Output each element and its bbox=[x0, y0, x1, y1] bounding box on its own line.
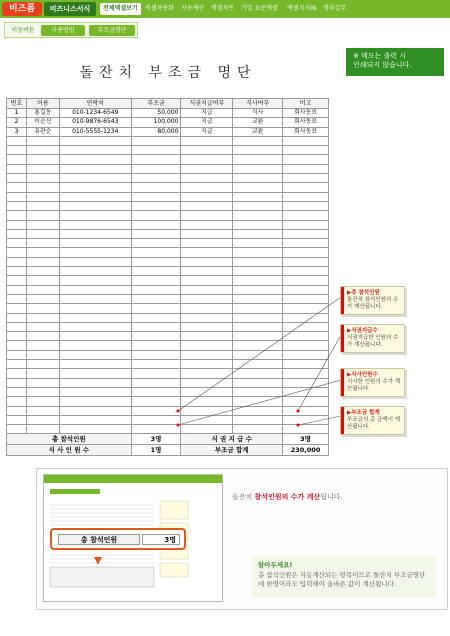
cell-meal[interactable]: 교환 bbox=[233, 127, 283, 136]
nav-item-auto-calc[interactable]: 자동계산 bbox=[181, 5, 205, 12]
guide-text-post: 됩니다. bbox=[320, 493, 343, 501]
guide-thumbnail-nav bbox=[44, 475, 222, 483]
guide-description bbox=[232, 492, 432, 502]
guide-text-pre: 돌잔치 bbox=[232, 493, 255, 501]
cell-number[interactable]: 2 bbox=[7, 118, 27, 127]
cell-contact[interactable]: 010-1234-6549 bbox=[59, 109, 131, 118]
callout-title: ▶부조금 합계 bbox=[347, 410, 380, 416]
guide-zoom-value: 3명 bbox=[142, 534, 180, 545]
print-note-line2: 인쇄되지 않습니다. bbox=[353, 61, 412, 69]
col-header-ticket: 식권지급여부 bbox=[181, 99, 233, 109]
callout-contribution-total bbox=[340, 406, 405, 435]
tickets-issued-value: 3명 bbox=[283, 434, 329, 445]
nav-item-excel-knowledge[interactable]: 엑셀지식IN bbox=[287, 5, 317, 12]
nav-item-standard-excel[interactable]: 기업 표준엑셀 bbox=[241, 5, 278, 12]
callout-title: ▶총 참석인원 bbox=[347, 290, 380, 296]
guide-text-bold: 참석인원의 수가 계산 bbox=[254, 493, 321, 501]
cell-amount[interactable]: 50,000 bbox=[131, 109, 181, 118]
cell-ticket[interactable]: 지급 bbox=[181, 127, 233, 136]
cell-name[interactable]: 홍길동 bbox=[26, 109, 59, 118]
tip-box bbox=[252, 556, 436, 598]
cell-name[interactable]: 유관순 bbox=[26, 127, 59, 136]
usage-button[interactable]: 사용방법 bbox=[41, 25, 85, 36]
col-header-note: 비고 bbox=[283, 99, 329, 109]
print-note-line1: ※ 메모는 출력 시 bbox=[353, 52, 407, 60]
callout-text: 식사한 인원의 수가 계산됩니다. bbox=[347, 379, 401, 392]
cell-ticket[interactable]: 지급 bbox=[181, 118, 233, 127]
total-attendees-label: 총 참석인원 bbox=[7, 434, 132, 445]
nav-item-excel-automation[interactable]: 엑셀자동화 bbox=[145, 5, 174, 12]
cell-contact[interactable]: 010-5555-1234 bbox=[59, 127, 131, 136]
move-buttons-label: 이동버튼 bbox=[11, 27, 35, 34]
cell-meal[interactable]: 교환 bbox=[233, 118, 283, 127]
business-form-logo[interactable]: 비즈니스서식 bbox=[44, 2, 96, 16]
guide-zoom-label: 총 참석인원 bbox=[58, 534, 140, 545]
meal-count-label: 식 사 인 원 수 bbox=[7, 445, 132, 456]
callout-text: 돌잔치 참석인원의 수가 계산됩니다. bbox=[347, 297, 399, 310]
callout-meal-count bbox=[340, 368, 405, 397]
bizform-logo[interactable]: 비즈폼 bbox=[2, 2, 42, 16]
cell-ticket[interactable]: 지급 bbox=[181, 109, 233, 118]
nav-item-all-excel[interactable]: 전체엑셀보기 bbox=[100, 3, 141, 15]
nav-item-excel-chart[interactable]: 엑셀차트 bbox=[211, 5, 235, 12]
total-attendees-value: 3명 bbox=[131, 434, 181, 445]
cell-amount[interactable]: 80,000 bbox=[131, 127, 181, 136]
tip-title: 알아두세요! bbox=[258, 561, 293, 569]
callout-title: ▶식권지급수 bbox=[347, 328, 378, 334]
cell-name[interactable]: 이순신 bbox=[26, 118, 59, 127]
tip-text: 총 참석인원은 자동계산되는 항목이므로 돌잔치 부조금명단에 한명이라도 입력해야 올바른 값이 계산됩니다. bbox=[258, 571, 426, 588]
col-header-meal: 식사여부 bbox=[233, 99, 283, 109]
callout-text: 식권지급한 인원의 수가 계산됩니다. bbox=[347, 335, 399, 348]
col-header-contact: 연락처 bbox=[59, 99, 131, 109]
callout-text: 부조금의 총 금액이 계산됩니다. bbox=[347, 417, 401, 430]
col-header-number: 번호 bbox=[7, 99, 27, 109]
guide-zoom-highlight bbox=[50, 528, 186, 550]
col-header-amount: 부조금 bbox=[131, 99, 181, 109]
callout-title: ▶식사인원수 bbox=[347, 372, 378, 378]
cell-contact[interactable]: 010-9876-6543 bbox=[59, 118, 131, 127]
cell-meal[interactable]: 식사 bbox=[233, 109, 283, 118]
cell-amount[interactable]: 100,000 bbox=[131, 118, 181, 127]
cell-note[interactable]: 회사동료 bbox=[283, 118, 329, 127]
contribution-total-label: 부조금 합계 bbox=[181, 445, 283, 456]
contribution-total-value: 230,000 bbox=[283, 445, 329, 456]
col-header-name: 이름 bbox=[26, 99, 59, 109]
callout-tickets-issued bbox=[340, 324, 405, 353]
page-title: 돌잔치 부조금 명단 bbox=[79, 65, 257, 81]
cell-note[interactable]: 회사동료 bbox=[283, 109, 329, 118]
cell-number[interactable]: 3 bbox=[7, 127, 27, 136]
nav-item-accounting[interactable]: 경리실무 bbox=[323, 5, 347, 12]
contribution-list-button[interactable]: 부조금명단 bbox=[89, 25, 135, 36]
meal-count-value: 1명 bbox=[131, 445, 181, 456]
cell-note[interactable]: 회사동료 bbox=[283, 127, 329, 136]
cell-number[interactable]: 1 bbox=[7, 109, 27, 118]
callout-total-attendees bbox=[340, 286, 405, 315]
tickets-issued-label: 식 권 지 급 수 bbox=[181, 434, 283, 445]
